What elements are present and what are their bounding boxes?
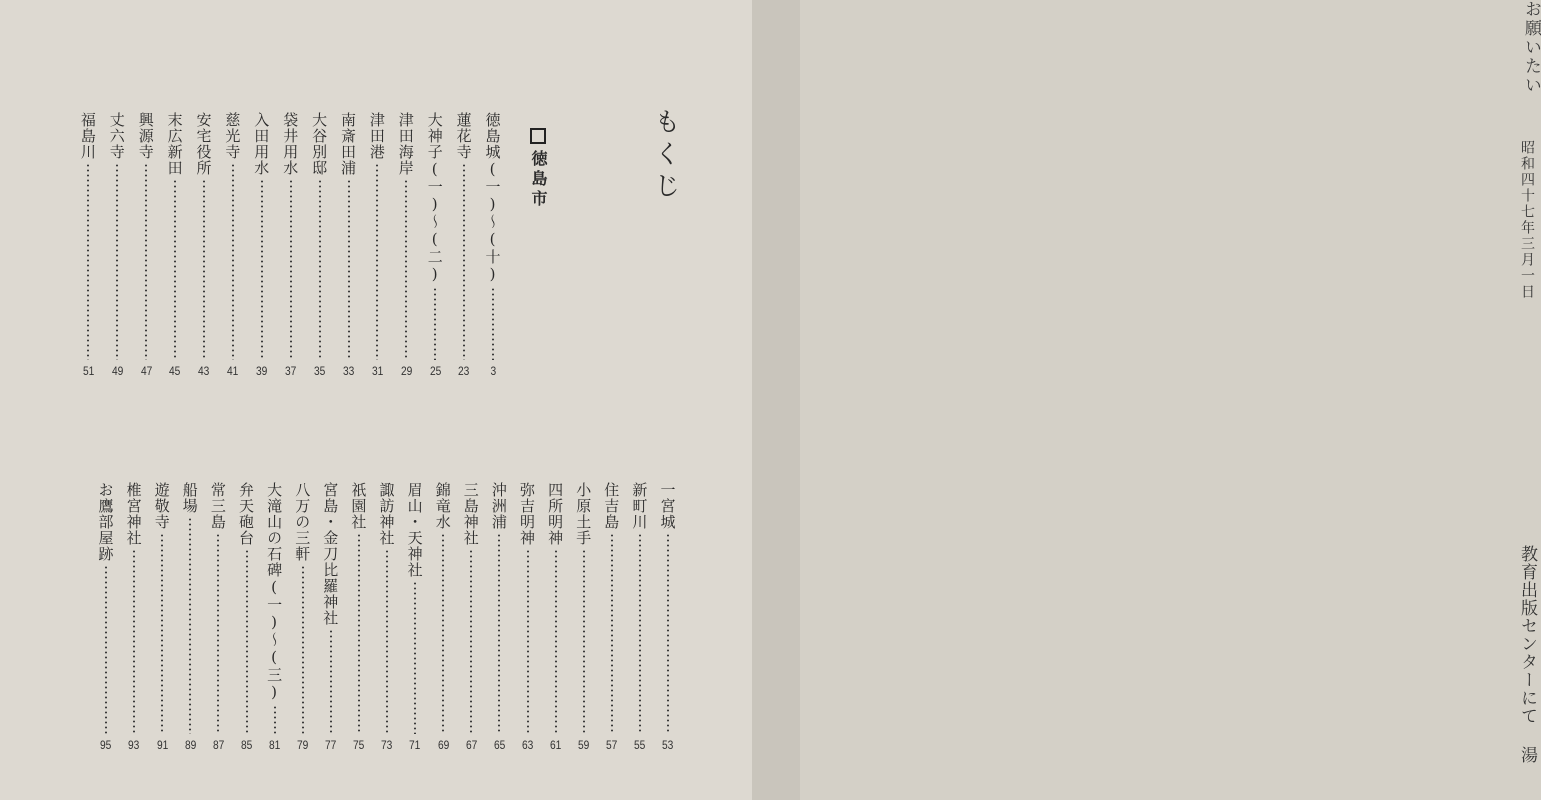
- toc-leader-dots: [116, 163, 118, 360]
- toc-entry-title: 福島川: [78, 112, 97, 160]
- toc-title: もくじ: [650, 108, 680, 204]
- toc-leader-dots: [434, 287, 436, 360]
- toc-entry-title: 蓮花寺: [454, 112, 473, 160]
- toc-entry: [222, 112, 244, 378]
- toc-entry: [179, 482, 201, 752]
- toc-entry: [395, 112, 417, 378]
- toc-page-number: 45: [169, 364, 181, 378]
- toc-page-number: 53: [662, 738, 674, 752]
- toc-entry-title: 錦竜水: [433, 482, 452, 530]
- toc-leader-dots: [290, 179, 292, 360]
- toc-entry: [338, 112, 360, 378]
- toc-page-number: 47: [140, 364, 152, 378]
- toc-entry: [460, 482, 482, 752]
- toc-page-number: 63: [521, 738, 534, 752]
- toc-page-number: 81: [268, 738, 281, 752]
- toc-page-number: 77: [325, 738, 337, 752]
- toc-entry-title: 小原土手: [574, 482, 593, 546]
- toc-entry: [348, 482, 370, 752]
- toc-entry: [309, 112, 331, 378]
- toc-page-number: 95: [100, 738, 112, 752]
- toc-entry-title: 一宮城: [658, 482, 677, 530]
- toc-leader-dots: [87, 163, 89, 360]
- toc-entry: [366, 112, 388, 378]
- toc-entry: [424, 112, 446, 378]
- toc-leader-dots: [414, 581, 416, 734]
- toc-leader-dots: [639, 533, 641, 734]
- toc-page-number: 93: [128, 738, 140, 752]
- toc-entry: [488, 482, 510, 752]
- toc-entry-title: 船場: [180, 482, 199, 514]
- toc-leader-dots: [667, 533, 669, 734]
- toc-page-number: 55: [634, 738, 646, 752]
- toc-leader-dots: [302, 565, 304, 734]
- toc-entry-title: 常三島: [208, 482, 227, 530]
- toc-entry: [135, 112, 157, 378]
- toc-page-number: 3: [490, 364, 496, 378]
- toc-entry-title: 遊敬寺: [152, 482, 171, 530]
- toc-entry-title: 四所明神: [546, 482, 565, 546]
- toc-entry: [432, 482, 454, 752]
- toc-leader-dots: [611, 533, 613, 734]
- toc-entry: [193, 112, 215, 378]
- section-box-icon: [530, 128, 546, 144]
- toc-page-number: 49: [111, 364, 123, 378]
- toc-leader-dots: [189, 517, 191, 734]
- toc-page-number: 73: [381, 738, 393, 752]
- toc-page-number: 91: [156, 738, 168, 752]
- toc-entry-title: 沖洲浦: [489, 482, 508, 530]
- toc-entry-title: 慈光寺: [223, 112, 242, 160]
- toc-entry: [207, 482, 229, 752]
- toc-entry-title: 興源寺: [136, 112, 155, 160]
- toc-entry-title: 南斎田浦: [339, 112, 357, 176]
- toc-entry-title: 弥吉明神: [518, 482, 536, 546]
- toc-page-number: 37: [285, 364, 297, 378]
- section-heading-text: 徳島市: [529, 150, 548, 210]
- toc-leader-dots: [330, 629, 332, 734]
- toc-entry: [404, 482, 426, 752]
- toc-entry-title: 椎宮神社: [124, 482, 143, 546]
- toc-entry: [601, 482, 623, 752]
- toc-entry-title: 津田港: [367, 112, 386, 160]
- edge-publisher-text: 教育出版センターにて 湯: [1517, 545, 1537, 764]
- toc-leader-dots: [319, 179, 321, 360]
- toc-leader-dots: [232, 163, 234, 360]
- toc-page-number: 59: [578, 738, 590, 752]
- toc-entry: [164, 112, 186, 378]
- toc-page-number: 29: [400, 364, 412, 378]
- toc-entry-title: 弁天砲台: [237, 482, 255, 546]
- toc-entry-title: お鷹部屋跡: [96, 482, 115, 562]
- toc-leader-dots: [174, 179, 176, 360]
- toc-page-number: 69: [437, 738, 449, 752]
- toc-leader-dots: [583, 549, 585, 734]
- toc-leader-dots: [348, 179, 350, 360]
- toc-entry: [95, 482, 117, 752]
- toc-entry: [320, 482, 342, 752]
- toc-entry: [453, 112, 475, 378]
- section-heading: [530, 128, 546, 210]
- toc-entry-title: 袋井用水: [281, 112, 300, 176]
- toc-page-number: 61: [549, 738, 562, 752]
- toc-entry: [123, 482, 145, 752]
- toc-leader-dots: [470, 549, 472, 734]
- edge-top-text: お願いたい: [1521, 0, 1541, 95]
- toc-entry: [545, 482, 567, 752]
- toc-page-number: 23: [458, 364, 470, 378]
- toc-page-number: 57: [606, 738, 618, 752]
- toc-entry: [151, 482, 173, 752]
- toc-leader-dots: [161, 533, 163, 734]
- toc-entry-title: 諏訪神社: [377, 482, 396, 546]
- toc-entry: [657, 482, 679, 752]
- toc-leader-dots: [386, 549, 388, 734]
- toc-page-number: 33: [342, 364, 355, 378]
- toc-leader-dots: [133, 549, 135, 734]
- toc-entry-title: 大谷別邸: [310, 112, 329, 176]
- toc-entry-title: 徳島城(一)〜(十): [483, 112, 502, 284]
- toc-leader-dots: [261, 179, 263, 360]
- toc-page-number: 51: [82, 364, 95, 378]
- toc-page-number: 67: [465, 738, 477, 752]
- toc-page-number: 43: [198, 364, 210, 378]
- adjacent-page-edge: [752, 0, 1541, 800]
- toc-page-number: 31: [371, 364, 384, 378]
- toc-entry: [629, 482, 651, 752]
- toc-entry: [280, 112, 302, 378]
- toc-entry-title: 住吉島: [602, 482, 621, 530]
- toc-entry-title: 安宅役所: [194, 112, 213, 176]
- toc-leader-dots: [492, 287, 494, 360]
- toc-page-number: 25: [429, 364, 441, 378]
- toc-leader-dots: [358, 533, 360, 734]
- toc-leader-dots: [405, 179, 407, 360]
- toc-entry-title: 宮島・金刀比羅神社: [321, 482, 340, 626]
- toc-leader-dots: [376, 163, 378, 360]
- toc-entry: [482, 112, 504, 378]
- toc-leader-dots: [145, 163, 147, 360]
- toc-entry: [236, 482, 258, 752]
- toc-entry: [517, 482, 539, 752]
- toc-leader-dots: [442, 533, 444, 734]
- toc-page-number: 89: [184, 738, 196, 752]
- toc-entry-title: 大神子(一)〜(二): [425, 112, 444, 284]
- toc-leader-dots: [555, 549, 557, 734]
- toc-page-number: 85: [240, 738, 253, 752]
- toc-entry: [264, 482, 286, 752]
- toc-entry-title: 祇園社: [349, 482, 368, 530]
- toc-leader-dots: [246, 549, 248, 734]
- toc-entry: [376, 482, 398, 752]
- toc-entry-title: 末広新田: [165, 112, 184, 176]
- toc-entry: [251, 112, 273, 378]
- toc-leader-dots: [498, 533, 500, 734]
- toc-page-number: 71: [409, 738, 421, 752]
- toc-leader-dots: [274, 705, 276, 734]
- toc-leader-dots: [105, 565, 107, 734]
- toc-page-number: 75: [353, 738, 365, 752]
- toc-entry-title: 三島神社: [461, 482, 480, 546]
- toc-page-number: 39: [256, 364, 268, 378]
- edge-date-text: 昭和四十七年三月一日: [1519, 140, 1535, 300]
- toc-entry-title: 丈六寺: [107, 112, 126, 160]
- toc-page-number: 79: [297, 738, 309, 752]
- toc-page-number: 35: [313, 364, 326, 378]
- toc-leader-dots: [203, 179, 205, 360]
- toc-entry-title: 入田用水: [252, 112, 271, 176]
- book-page: [0, 0, 752, 800]
- toc-entry-title: 新町川: [630, 482, 649, 530]
- toc-entry-title: 大滝山の石碑(一)〜(三): [265, 482, 284, 702]
- toc-page-number: 65: [493, 738, 506, 752]
- toc-entry: [292, 482, 314, 752]
- toc-leader-dots: [217, 533, 219, 734]
- toc-page-number: 41: [227, 364, 239, 378]
- toc-entry-title: 八万の三軒: [293, 482, 312, 562]
- toc-entry-title: 津田海岸: [396, 112, 415, 176]
- toc-entry: [106, 112, 128, 378]
- toc-entry: [77, 112, 99, 378]
- toc-leader-dots: [527, 549, 529, 734]
- toc-entry: [573, 482, 595, 752]
- toc-leader-dots: [463, 163, 465, 360]
- toc-page-number: 87: [212, 738, 225, 752]
- toc-entry-title: 眉山・天神社: [405, 482, 424, 578]
